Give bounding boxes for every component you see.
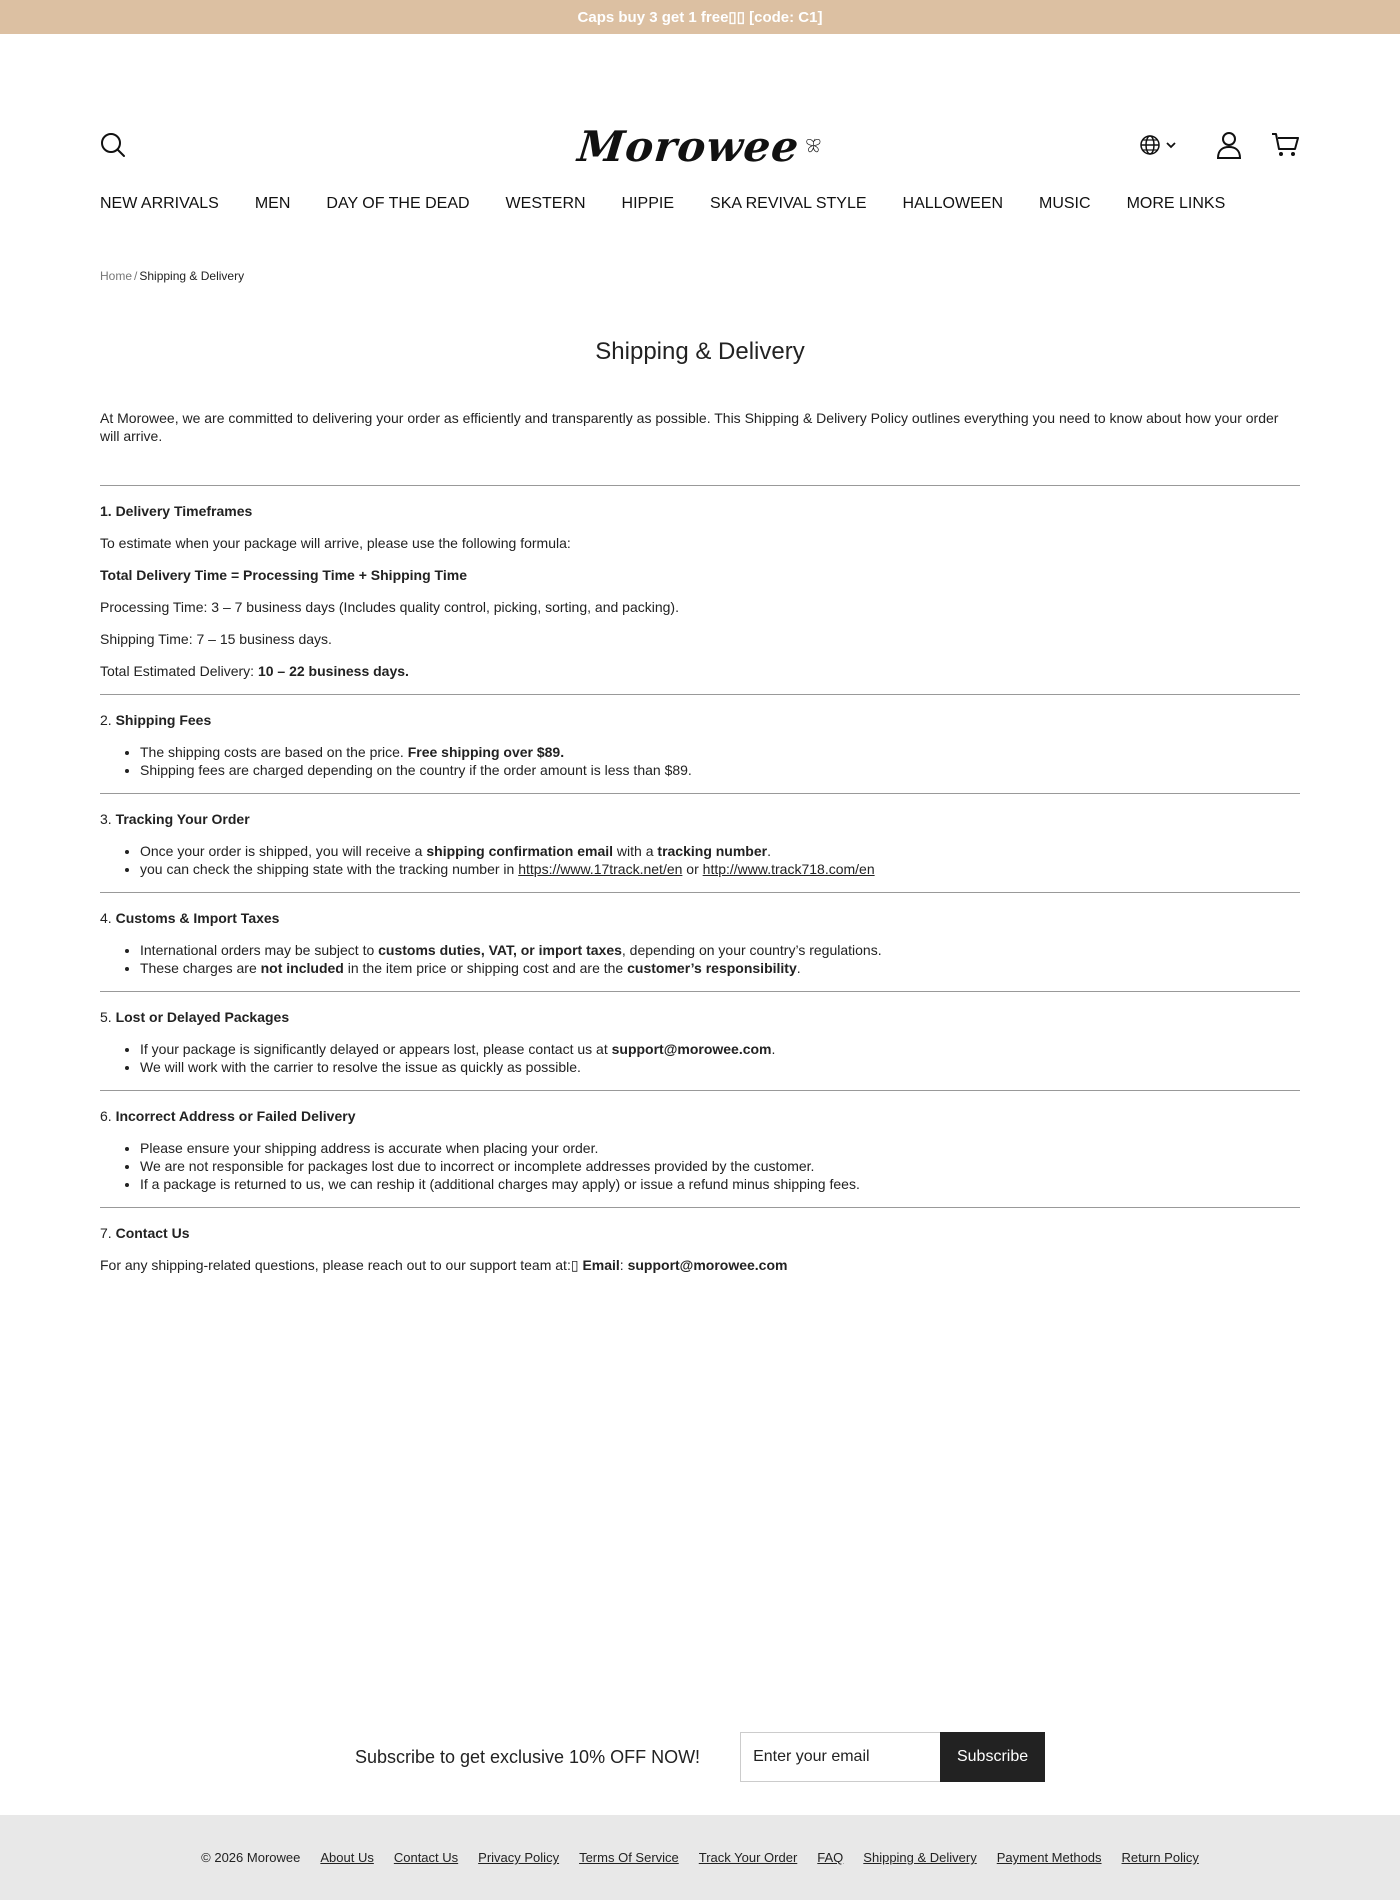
footer-link-privacy-policy[interactable]: Privacy Policy (478, 1850, 560, 1865)
copyright: © 2026 Morowee (201, 1850, 301, 1865)
section-number: 7. (100, 1225, 116, 1241)
breadcrumb-home[interactable]: Home (100, 269, 133, 283)
total-delivery-value: 10 – 22 business days. (257, 663, 409, 679)
footer-link-shipping-delivery[interactable]: Shipping & Delivery (863, 1850, 977, 1865)
list-item-text: . (771, 1041, 776, 1057)
list-item-text: you can check the shipping state with the tracking number in (140, 861, 519, 877)
site-header (0, 34, 1400, 189)
section-number: 2. (100, 712, 116, 728)
list-item-text: . (796, 960, 801, 976)
list-item-bold: not included (260, 960, 344, 976)
section-tracking (100, 794, 1300, 892)
account-icon[interactable] (1214, 130, 1244, 160)
formula-intro: To estimate when your package will arrive, please use the following formula: (100, 535, 571, 551)
section-contact (100, 1208, 1300, 1288)
nav-hippie[interactable]: HIPPIE (621, 195, 675, 212)
policy-content (100, 409, 1300, 1288)
email-label: Email (582, 1257, 620, 1273)
section-number: 5. (100, 1009, 116, 1025)
list-item-bold: customer’s responsibility (627, 960, 797, 976)
site-logo[interactable] (575, 118, 822, 174)
total-delivery (100, 662, 1300, 680)
list-item: • We are not responsible for packages lost due to incorrect or incomplete addresses provided by the customer. (140, 1157, 1300, 1175)
section-number: 3. (100, 811, 116, 827)
section-heading: 1. Delivery Timeframes (100, 503, 253, 519)
footer-link-about-us[interactable]: About Us (320, 1850, 374, 1865)
breadcrumb-current: Shipping & Delivery (139, 269, 245, 283)
list-item-text: with a (613, 843, 658, 859)
shipping-time: Shipping Time: 7 – 15 business days. (100, 631, 332, 647)
nav-ska-revival-style[interactable]: SKA REVIVAL STYLE (710, 195, 867, 212)
footer-link-track-your-order[interactable]: Track Your Order (698, 1850, 798, 1865)
support-email: support@morowee.com (611, 1041, 772, 1057)
list-item: • If a package is returned to us, we can reship it (additional charges may apply) or issue a refund minus shipping fees. (140, 1175, 1300, 1193)
17track-link[interactable]: https://www.17track.net/en (518, 861, 683, 877)
section-heading: Lost or Delayed Packages (115, 1009, 290, 1025)
nav-new-arrivals[interactable]: NEW ARRIVALS (100, 195, 219, 212)
announcement-bar (0, 0, 1400, 34)
list-item (140, 941, 1300, 959)
list-item (140, 959, 1300, 977)
section-heading: Shipping Fees (115, 712, 212, 728)
breadcrumb-separator: / (134, 269, 138, 283)
section-incorrect-address (100, 1091, 1300, 1207)
list-item-bold: Free shipping over $89. (407, 744, 565, 760)
list-item-bold: customs duties, VAT, or import taxes (378, 942, 622, 958)
list-item-text: The shipping costs are based on the price. (140, 744, 408, 760)
support-email: support@morowee.com (627, 1257, 788, 1273)
subscribe-label: Subscribe to get exclusive 10% OFF NOW! (354, 1746, 701, 1767)
list-item-text: or (682, 861, 703, 877)
footer-link-contact-us[interactable]: Contact Us (393, 1850, 459, 1865)
section-shipping-fees (100, 695, 1300, 793)
total-delivery-label: Total Estimated Delivery: (100, 663, 258, 679)
page-title: Shipping & Delivery (595, 338, 805, 365)
nav-men[interactable]: MEN (254, 195, 291, 212)
formula-text: Total Delivery Time = Processing Time + Shipping Time (100, 567, 467, 583)
list-item-bold: tracking number (657, 843, 768, 859)
section-delivery-timeframes (100, 486, 1300, 694)
footer-link-return-policy[interactable]: Return Policy (1121, 1850, 1199, 1865)
bullet-list (100, 941, 1300, 977)
list-item-text: . (767, 843, 771, 859)
bullet-list (100, 1040, 1300, 1076)
search-icon[interactable] (98, 130, 128, 160)
list-item-bold: shipping confirmation email (426, 843, 614, 859)
list-item-text: If your package is significantly delayed or appears lost, please contact us at (140, 1041, 612, 1057)
nav-more-links[interactable]: MORE LINKS (1126, 195, 1226, 212)
list-item-text: International orders may be subject to (140, 942, 379, 958)
section-heading: Incorrect Address or Failed Delivery (115, 1108, 356, 1124)
cart-icon[interactable] (1270, 130, 1300, 160)
list-item: • Please ensure your shipping address is accurate when placing your order. (140, 1139, 1300, 1157)
list-item (140, 1040, 1300, 1058)
bullet-list (100, 1139, 1300, 1193)
subscribe-button[interactable]: Subscribe (940, 1732, 1045, 1782)
nav-music[interactable]: MUSIC (1039, 195, 1091, 212)
track718-link[interactable]: http://www.track718.com/en (702, 861, 875, 877)
contact-paragraph (100, 1256, 1300, 1274)
butterfly-icon (805, 126, 822, 166)
site-footer (0, 1815, 1400, 1900)
footer-link-terms-of-service[interactable]: Terms Of Service (579, 1850, 679, 1865)
main-nav (100, 195, 1261, 213)
email-input[interactable] (740, 1732, 940, 1782)
list-item: • We will work with the carrier to resolve the issue as quickly as possible. (140, 1058, 1300, 1076)
newsletter-subscribe (0, 1732, 1400, 1782)
list-item-text: Once your order is shipped, you will receive a (140, 843, 427, 859)
list-item (140, 842, 1300, 860)
bullet-list (100, 743, 1300, 779)
logo-text: Morowee (575, 121, 802, 171)
language-selector[interactable] (1136, 130, 1180, 160)
globe-icon (1139, 134, 1161, 156)
section-heading: Tracking Your Order (115, 811, 250, 827)
list-item: • Shipping fees are charged depending on the country if the order amount is less than $89. (140, 761, 1300, 779)
section-heading: Customs & Import Taxes (115, 910, 280, 926)
list-item (140, 743, 1300, 761)
list-item-text: These charges are (140, 960, 261, 976)
list-item-text: in the item price or shipping cost and are the (343, 960, 628, 976)
announcement-text: Caps buy 3 get 1 free▯▯ [code: C1] (577, 9, 823, 26)
list-item-text: , depending on your country’s regulations. (621, 942, 882, 958)
nav-western[interactable]: WESTERN (505, 195, 586, 212)
section-lost-packages (100, 992, 1300, 1090)
chevron-down-icon (1165, 139, 1177, 151)
section-number: 6. (100, 1108, 116, 1124)
bullet-list (100, 842, 1300, 878)
contact-text: : (619, 1257, 628, 1273)
footer-link-faq[interactable]: FAQ (817, 1850, 844, 1865)
section-customs (100, 893, 1300, 991)
list-item (140, 860, 1300, 878)
contact-text: For any shipping-related questions, please reach out to our support team at:▯ (100, 1257, 583, 1273)
intro-paragraph: At Morowee, we are committed to delivering your order as efficiently and transparently as possible. This Shipping & Delivery Policy outlines everything you need to know about how your order will arrive. (100, 410, 1279, 444)
nav-halloween[interactable]: HALLOWEEN (902, 195, 1003, 212)
section-number: 4. (100, 910, 116, 926)
footer-link-payment-methods[interactable]: Payment Methods (996, 1850, 1102, 1865)
nav-day-of-the-dead[interactable]: DAY OF THE DEAD (326, 195, 470, 212)
section-heading: Contact Us (115, 1225, 190, 1241)
processing-time: Processing Time: 3 – 7 business days (Includes quality control, picking, sorting, and packing). (100, 599, 679, 615)
breadcrumb (100, 269, 244, 283)
